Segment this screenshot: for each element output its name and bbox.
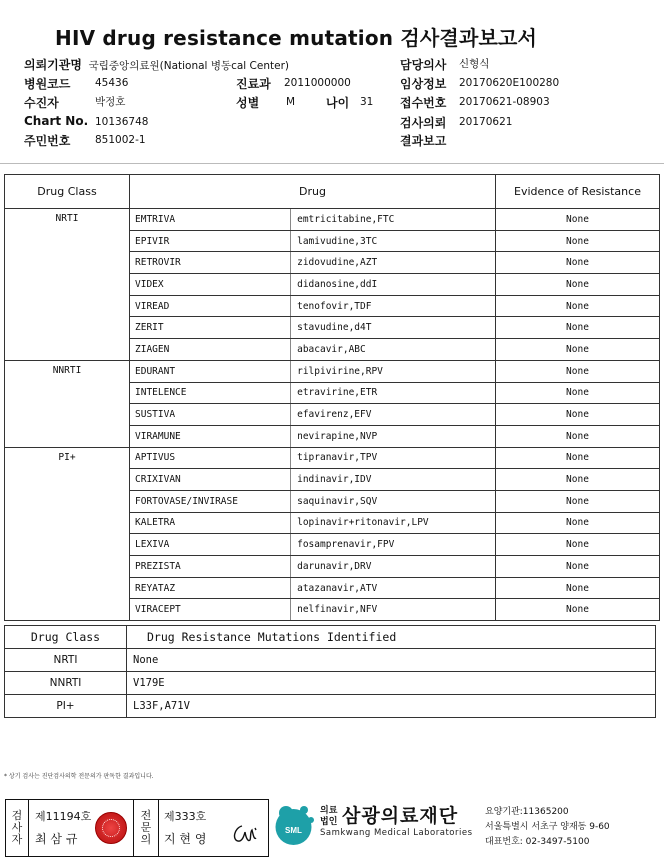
generic-name-cell: etravirine,ETR (291, 382, 496, 404)
evidence-cell: None (496, 469, 660, 491)
drug-name-cell: SUSTIVA (130, 404, 291, 426)
evidence-cell: None (496, 295, 660, 317)
generic-name-cell: abacavir,ABC (291, 339, 496, 361)
org-address: 서울특별시 서초구 양재동 9-60 (485, 822, 610, 832)
evidence-cell: None (496, 490, 660, 512)
evidence-cell: None (496, 512, 660, 534)
mut-value-cell: V179E (127, 672, 656, 695)
evidence-cell: None (496, 339, 660, 361)
age-label: 나이 (326, 96, 350, 110)
generic-name-cell: indinavir,IDV (291, 469, 496, 491)
doctor-value: 신형식 (459, 58, 490, 70)
drug-name-cell: EPIVIR (130, 230, 291, 252)
evidence-cell: None (496, 425, 660, 447)
drug-name-cell: RETROVIR (130, 252, 291, 274)
generic-name-cell: saquinavir,SQV (291, 490, 496, 512)
request-label: 검사의뢰 (400, 116, 447, 130)
receipt-label: 접수번호 (400, 96, 447, 110)
mut-col-mutations: Drug Resistance Mutations Identified (127, 626, 656, 649)
hospital-code-value: 45436 (95, 77, 129, 89)
evidence-cell: None (496, 447, 660, 469)
evidence-cell: None (496, 556, 660, 578)
sig-label-1: 검사자 (11, 809, 23, 846)
drug-name-cell: ZIAGEN (130, 339, 291, 361)
mut-class-cell: PI+ (5, 695, 127, 718)
mutation-table (4, 625, 656, 718)
col-evidence: Evidence of Resistance (496, 175, 660, 209)
drug-name-cell: ZERIT (130, 317, 291, 339)
drug-name-cell: APTIVUS (130, 447, 291, 469)
evidence-cell: None (496, 382, 660, 404)
org-prefix (320, 806, 337, 828)
drug-class-cell: PI+ (5, 447, 130, 621)
evidence-cell: None (496, 317, 660, 339)
drug-class-cell: NRTI (5, 209, 130, 361)
generic-name-cell: fosamprenavir,FPV (291, 534, 496, 556)
evidence-cell: None (496, 252, 660, 274)
report-title: HIV drug resistance mutation 검사결과보고서 (55, 26, 538, 50)
table-row (5, 672, 656, 695)
drug-name-cell: VIREAD (130, 295, 291, 317)
org-prefix-2: 법인 (320, 817, 338, 827)
drug-name-cell: LEXIVA (130, 534, 291, 556)
mut-col-drug-class: Drug Class (5, 626, 127, 649)
evidence-cell: None (496, 534, 660, 556)
patient-value: 박정호 (95, 96, 126, 108)
evidence-cell: None (496, 360, 660, 382)
table-row (5, 360, 660, 382)
table-row (5, 447, 660, 469)
institution-value: 국립중앙의료원(National 병동cal Center) (88, 60, 289, 72)
generic-name-cell: nevirapine,NVP (291, 425, 496, 447)
patient-label: 수진자 (24, 96, 59, 110)
generic-name-cell: darunavir,DRV (291, 556, 496, 578)
header-divider (0, 163, 664, 164)
col-drug: Drug (130, 175, 496, 209)
chart-no-value: 10136748 (95, 116, 149, 128)
drug-name-cell: VIDEX (130, 274, 291, 296)
age-value: 31 (360, 96, 374, 108)
sex-label: 성별 (236, 96, 260, 110)
org-name: 삼광의료재단 (342, 805, 459, 827)
mut-value-cell: None (127, 649, 656, 672)
table-row (5, 209, 660, 231)
drug-name-cell: REYATAZ (130, 577, 291, 599)
table-row (5, 649, 656, 672)
drug-name-cell: KALETRA (130, 512, 291, 534)
drug-name-cell: CRIXIVAN (130, 469, 291, 491)
drug-name-cell: VIRAMUNE (130, 425, 291, 447)
clinical-value: 20170620E100280 (459, 77, 560, 89)
table-row (5, 695, 656, 718)
dept-value: 2011000000 (284, 77, 351, 89)
evidence-cell: None (496, 599, 660, 621)
generic-name-cell: lopinavir+ritonavir,LPV (291, 512, 496, 534)
sig-license-2: 제333호 (164, 810, 207, 823)
signature-box (5, 799, 269, 857)
sig-label-col-2 (133, 800, 159, 856)
evidence-cell: None (496, 230, 660, 252)
drug-name-cell: INTELENCE (130, 382, 291, 404)
sig-license-1: 제11194호 (35, 810, 92, 823)
doctor-label: 담당의사 (400, 58, 447, 72)
logo-text: SML (285, 826, 302, 835)
col-drug-class: Drug Class (5, 175, 130, 209)
request-value: 20170621 (459, 116, 513, 128)
institution-row (24, 56, 289, 73)
generic-name-cell: tenofovir,TDF (291, 295, 496, 317)
official-seal-icon (95, 812, 127, 844)
generic-name-cell: rilpivirine,RPV (291, 360, 496, 382)
sex-value: M (286, 96, 296, 108)
generic-name-cell: lamivudine,3TC (291, 230, 496, 252)
drug-name-cell: PREZISTA (130, 556, 291, 578)
footer-note: * 상기 검사는 진단검사의학 전문의가 판독한 결과입니다. (4, 773, 154, 780)
evidence-cell: None (496, 577, 660, 599)
org-phone: 대표번호: 02-3497-5100 (485, 837, 590, 847)
evidence-cell: None (496, 404, 660, 426)
sig-name-2: 지 현 영 (164, 832, 207, 846)
generic-name-cell: nelfinavir,NFV (291, 599, 496, 621)
evidence-cell: None (496, 209, 660, 231)
sig-label-col-1 (6, 800, 29, 856)
org-code: 요양기관:11365200 (485, 807, 569, 817)
mut-value-cell: L33F,A71V (127, 695, 656, 718)
hospital-code-row (24, 75, 70, 92)
generic-name-cell: stavudine,d4T (291, 317, 496, 339)
drug-name-cell: FORTOVASE/INVIRASE (130, 490, 291, 512)
generic-name-cell: zidovudine,AZT (291, 252, 496, 274)
mut-class-cell: NRTI (5, 649, 127, 672)
evidence-cell: None (496, 274, 660, 296)
clinical-label: 임상정보 (400, 77, 447, 91)
result-label: 결과보고 (400, 134, 447, 148)
generic-name-cell: didanosine,ddI (291, 274, 496, 296)
rrn-value: 851002-1 (95, 134, 146, 146)
hospital-code-label: 병원코드 (24, 77, 71, 91)
generic-name-cell: efavirenz,EFV (291, 404, 496, 426)
drug-name-cell: VIRACEPT (130, 599, 291, 621)
institution-label: 의뢰기관명 (24, 58, 82, 72)
org-english-name: Samkwang Medical Laboratories (320, 828, 473, 838)
receipt-value: 20170621-08903 (459, 96, 550, 108)
sig-name-1: 최 삼 규 (35, 832, 78, 846)
generic-name-cell: tipranavir,TPV (291, 447, 496, 469)
drug-name-cell: EMTRIVA (130, 209, 291, 231)
generic-name-cell: atazanavir,ATV (291, 577, 496, 599)
drug-class-cell: NNRTI (5, 360, 130, 447)
dept-label: 진료과 (236, 77, 271, 91)
sml-logo-icon (271, 803, 316, 848)
resistance-table (4, 174, 660, 621)
drug-name-cell: EDURANT (130, 360, 291, 382)
org-prefix-1: 의료 (320, 806, 338, 816)
mut-class-cell: NNRTI (5, 672, 127, 695)
handwritten-signature-icon (230, 822, 262, 846)
rrn-label: 주민번호 (24, 134, 71, 148)
sig-label-2: 전문의 (140, 809, 152, 846)
resistance-table-body (5, 209, 660, 621)
generic-name-cell: emtricitabine,FTC (291, 209, 496, 231)
chart-no-label: Chart No. (24, 114, 89, 128)
